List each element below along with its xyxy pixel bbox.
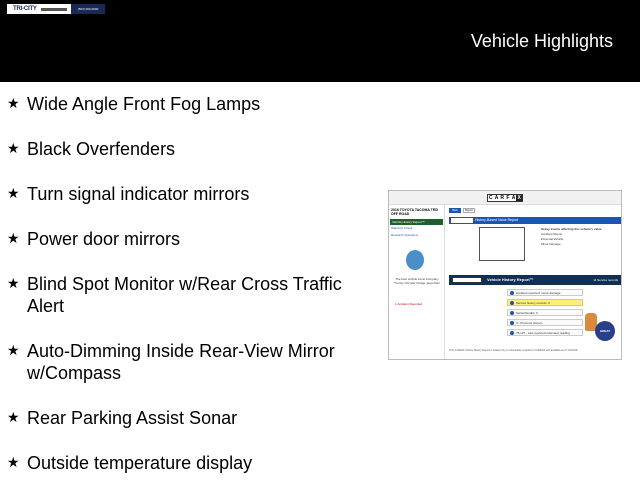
list-item <box>7 407 367 429</box>
star-icon: ★ <box>7 231 20 247</box>
warranty-link[interactable]: Warranty Check <box>391 226 413 230</box>
logo-phone: (503) 000-0000 <box>71 4 105 14</box>
feature-label: Wide Angle Front Fog Lamps <box>27 94 261 114</box>
row-label: 76,137 - Last reported odometer reading <box>516 331 570 335</box>
row-label: Serial Recalls: 0 <box>516 311 538 315</box>
list-item <box>7 138 367 160</box>
strip-right: 11 Service records <box>593 278 618 282</box>
report-row <box>507 299 583 306</box>
row-label: Accident reported: minor damage <box>516 291 561 295</box>
feature-label: Black Overfenders <box>27 139 176 159</box>
feature-label: Power door mirrors <box>27 229 181 249</box>
logo-stripe <box>41 8 67 11</box>
page-title: Vehicle Highlights <box>470 31 613 51</box>
list-item <box>7 183 367 205</box>
bar-title: History-Based Value Report <box>475 218 519 222</box>
report-row <box>507 309 583 316</box>
logo-letter: F <box>506 195 510 201</box>
accident-note: 1 Accident Reported <box>395 302 423 306</box>
star-icon: ★ <box>7 343 20 359</box>
logo-letter: A <box>494 195 499 201</box>
list-item <box>7 452 367 474</box>
star-icon: ★ <box>7 96 20 112</box>
feature-label: Turn signal indicator mirrors <box>27 184 250 204</box>
star-icon: ★ <box>7 276 20 292</box>
row-icon <box>510 301 514 305</box>
carfax-report-image[interactable] <box>388 190 622 360</box>
row-label: Service history records: 9 <box>516 301 550 305</box>
logo-letter: R <box>500 195 504 201</box>
vehicle-title: 2016 TOYOTA TACOMA TRD OFF ROAD <box>391 208 438 216</box>
report-row <box>507 329 583 336</box>
logo-letter: A <box>511 195 516 201</box>
star-icon: ★ <box>7 186 20 202</box>
report-footer: This CARFAX Vehicle History Report is based only on information supplied to CARFAX and available as of 1/1/2019. <box>449 349 578 352</box>
heavy-events <box>541 227 621 247</box>
star-icon: ★ <box>7 455 20 471</box>
value-report-bar <box>449 217 621 224</box>
row-icon <box>510 331 514 335</box>
dealer-logo[interactable] <box>7 4 105 14</box>
report-row <box>507 289 583 296</box>
feature-label: Outside temperature display <box>27 453 253 473</box>
history-report-button[interactable]: Vehicle History Report™ <box>390 219 443 225</box>
feature-label: Rear Parking Assist Sonar <box>27 408 238 428</box>
history-report-strip <box>449 275 621 285</box>
mini-logo <box>451 218 473 223</box>
row-icon <box>510 291 514 295</box>
carfax-logo <box>487 194 523 202</box>
logo-name: TRI-CITY <box>13 6 37 12</box>
heavy-item: Personal Vehicle <box>541 237 564 241</box>
feature-label: Auto-Dimming Inside Rear-View Mirror w/Compass <box>27 341 335 383</box>
tab-back[interactable]: Back <box>449 208 461 213</box>
dealer-text: The best vehicle list at Company Tri-City Chrysler Dodge Jeep Ram <box>394 277 440 285</box>
heavy-item: Minor Damage <box>541 242 561 246</box>
row-icon <box>510 311 514 315</box>
strip-title: Vehicle History Report™ <box>487 277 534 282</box>
carfax-tabs <box>449 208 475 213</box>
list-item <box>7 228 367 250</box>
report-row <box>507 319 583 326</box>
heavy-title: Heavy events affecting this vehicle's value <box>541 227 602 231</box>
row-icon <box>510 321 514 325</box>
heavy-item: Accident Report <box>541 232 563 236</box>
header-bar <box>0 0 640 82</box>
value-badge-icon <box>406 250 424 270</box>
carfax-sidebar <box>389 205 445 360</box>
vehicle-image-box <box>479 227 525 261</box>
feature-list <box>7 93 367 480</box>
great-value-badge: GREAT VALUE <box>595 321 615 341</box>
tab-report[interactable]: Report <box>463 208 475 213</box>
logo-letter: C <box>489 195 493 201</box>
star-icon: ★ <box>7 410 20 426</box>
list-item <box>7 340 367 384</box>
list-item <box>7 273 367 317</box>
carfax-main <box>447 205 622 360</box>
star-icon: ★ <box>7 141 20 157</box>
row-label: 3 - Previous owners <box>516 321 543 325</box>
feature-label: Blind Spot Monitor w/Rear Cross Traffic Alert <box>27 274 342 316</box>
research-link[interactable]: Research Questions <box>391 233 419 237</box>
logo-letter: X <box>517 195 521 201</box>
carfax-logo-small <box>452 277 482 283</box>
list-item <box>7 93 367 115</box>
carfax-topbar <box>389 191 622 205</box>
